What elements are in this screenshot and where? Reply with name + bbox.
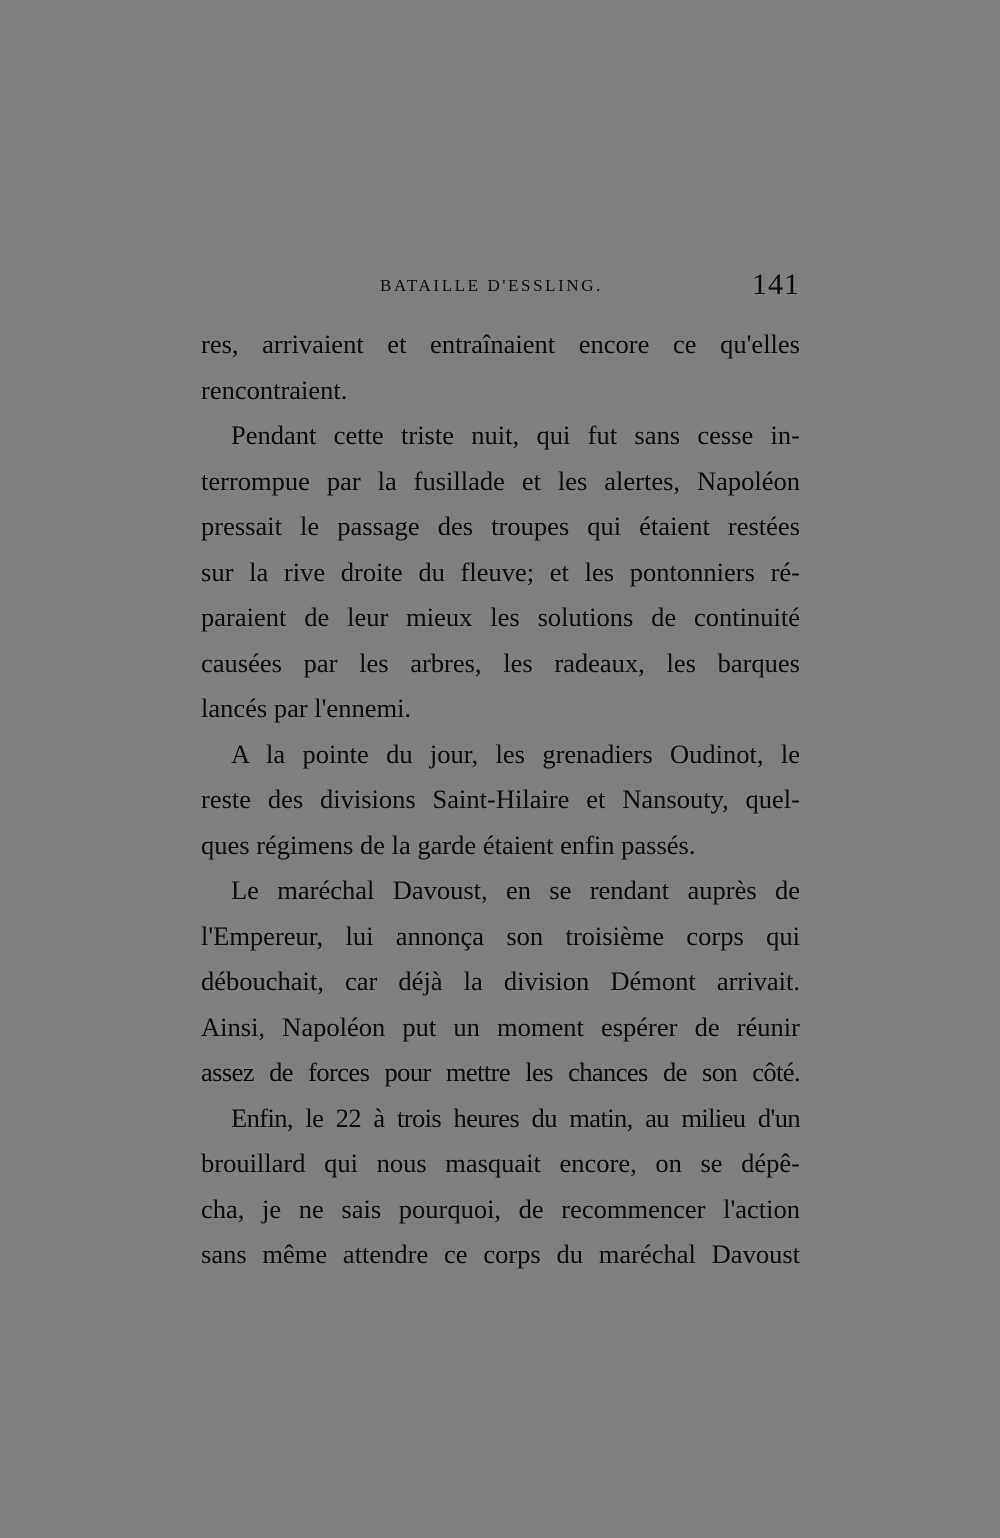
text-line: Ainsi, Napoléon put un moment espérer de réunir <box>201 1011 800 1042</box>
text-line: sur la rive droite du fleuve; et les pontonniers ré- <box>201 556 800 587</box>
text-line: rencontraient. <box>201 374 348 405</box>
text-line: débouchait, car déjà la division Démont arrivait. <box>201 966 800 996</box>
text-line: Enfin, le 22 à trois heures du matin, au milieu d'un <box>231 1102 800 1133</box>
page-number: 141 <box>752 268 800 301</box>
text-line: paraient de leur mieux les solutions de continuité <box>201 602 800 632</box>
text-line: sans même attendre ce corps du maréchal Davoust <box>201 1239 800 1269</box>
text-line: assez de forces pour mettre les chances de son côté. <box>201 1057 800 1087</box>
text-line: cha, je ne sais pourquoi, de recommencer l'action <box>201 1193 800 1224</box>
text-line: brouillard qui nous masquait encore, on se dépê- <box>201 1148 800 1178</box>
text-line: Le maréchal Davoust, en se rendant auprès de <box>231 875 800 905</box>
text-line: Pendant cette triste nuit, qui fut sans cesse in- <box>231 420 800 450</box>
text-line: ques régimens de la garde étaient enfin passés. <box>201 829 696 860</box>
running-head: BATAILLE D'ESSLING. <box>380 276 603 295</box>
text-line: A la pointe du jour, les grenadiers Oudinot, le <box>231 738 800 769</box>
text-line: pressait le passage des troupes qui étaient restées <box>201 511 800 541</box>
page-header <box>200 266 800 306</box>
text-line: lancés par l'ennemi. <box>201 693 412 723</box>
body-text <box>201 322 800 1278</box>
text-line: reste des divisions Saint-Hilaire et Nansouty, quel- <box>201 784 800 814</box>
text-line: terrompue par la fusillade et les alertes, Napoléon <box>201 465 800 496</box>
text-line: l'Empereur, lui annonça son troisième corps qui <box>201 920 800 951</box>
text-line: causées par les arbres, les radeaux, les barques <box>201 647 800 678</box>
text-line: res, arrivaient et entraînaient encore ce qu'elles <box>201 329 800 359</box>
